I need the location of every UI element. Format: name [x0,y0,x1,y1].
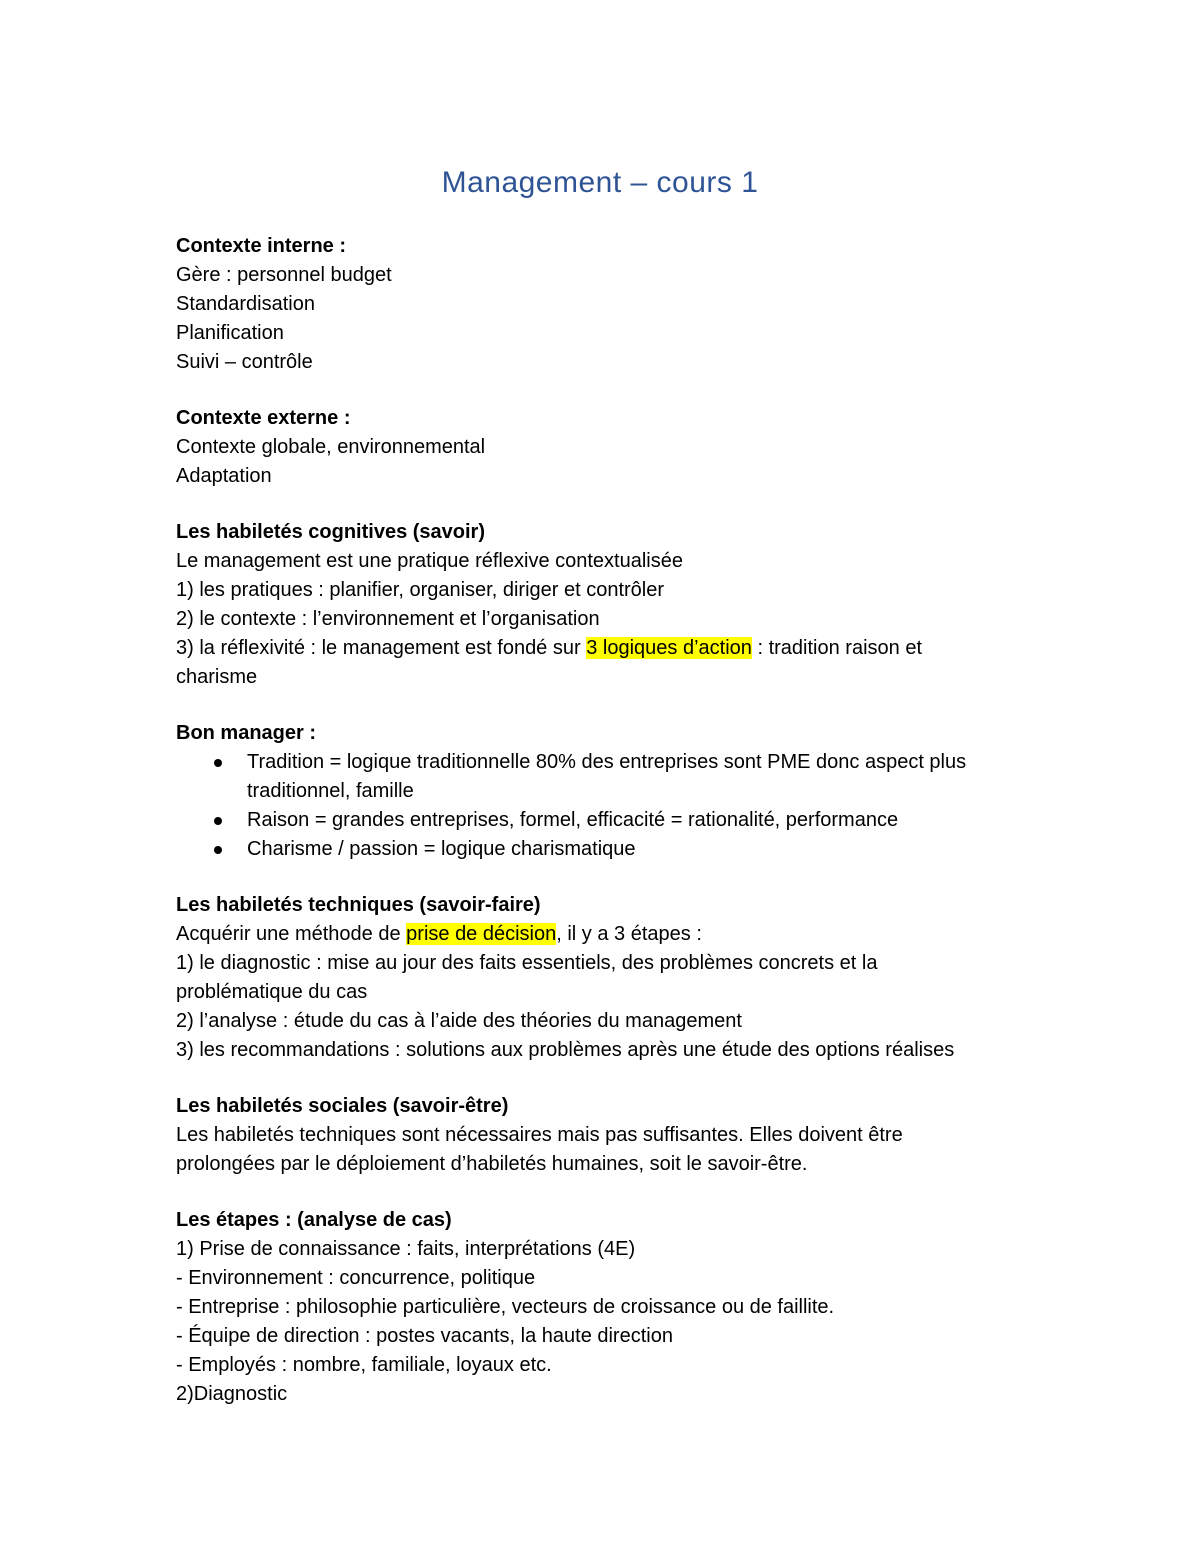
text-line: - Entreprise : philosophie particulière, vecteurs de croissance ou de faillite. [176,1296,835,1318]
text-line: 3) les recommandations : solutions aux problèmes après une étude des options réalises [176,1039,955,1061]
highlighted-text: prise de décision [406,923,557,945]
text-fragment: , il y a 3 étapes : [556,923,702,945]
section-habiletes-techniques [176,891,1036,1065]
text-line: Planification [176,322,284,344]
highlighted-text: 3 logiques d’action [586,637,752,659]
section-habiletes-cognitives [176,518,1036,692]
text-line: problématique du cas [176,981,368,1003]
document-title: Management – cours 1 [441,166,759,199]
bullet-text: Tradition = logique traditionnelle 80% des entreprises sont PME donc aspect plus [247,751,967,773]
text-line: 1) les pratiques : planifier, organiser, diriger et contrôler [176,579,665,601]
bullet-item [176,806,1036,835]
text-line: prolongées par le déploiement d’habiletés humaines, soit le savoir-être. [176,1153,808,1175]
text-line: 1) le diagnostic : mise au jour des faits essentiels, des problèmes concrets et la [176,952,878,974]
document-body [176,163,1036,1409]
section-habiletes-sociales [176,1092,1036,1179]
text-line: 2) l’analyse : étude du cas à l’aide des théories du management [176,1010,742,1032]
text-line: charisme [176,666,258,688]
text-fragment: 3) la réflexivité : le management est fondé sur [176,637,587,659]
text-line: 1) Prise de connaissance : faits, interprétations (4E) [176,1238,636,1260]
section-contexte-externe [176,404,1036,491]
section-heading: Bon manager : [176,722,317,744]
text-line [176,634,1036,663]
text-line: Contexte globale, environnemental [176,436,486,458]
text-line: 2)Diagnostic [176,1383,288,1405]
bullet-item [176,835,1036,864]
text-line: Adaptation [176,465,272,487]
bullet-item [176,748,1036,806]
section-heading: Les étapes : (analyse de cas) [176,1209,452,1231]
section-bon-manager [176,719,1036,864]
section-heading: Les habiletés sociales (savoir-être) [176,1095,509,1117]
section-contexte-interne [176,232,1036,377]
text-line: Le management est une pratique réflexive contextualisée [176,550,683,572]
bullet-list [176,748,1036,864]
text-line: Gère : personnel budget [176,264,392,286]
bullet-icon [214,846,222,854]
text-line: Suivi – contrôle [176,351,313,373]
text-line: - Employés : nombre, familiale, loyaux etc. [176,1354,552,1376]
section-etapes [176,1206,1036,1409]
bullet-text: Raison = grandes entreprises, formel, efficacité = rationalité, performance [247,809,899,831]
section-heading: Contexte externe : [176,407,351,429]
text-line: - Équipe de direction : postes vacants, la haute direction [176,1325,673,1347]
bullet-text: traditionnel, famille [247,780,414,802]
text-line: 2) le contexte : l’environnement et l’organisation [176,608,600,630]
bullet-text: Charisme / passion = logique charismatique [247,838,636,860]
text-line: Les habiletés techniques sont nécessaires mais pas suffisantes. Elles doivent être [176,1124,903,1146]
bullet-icon [214,817,222,825]
text-line: - Environnement : concurrence, politique [176,1267,536,1289]
text-line: Standardisation [176,293,315,315]
text-fragment: : tradition raison et [751,637,922,659]
text-fragment: Acquérir une méthode de [176,923,407,945]
section-heading: Les habiletés cognitives (savoir) [176,521,485,543]
bullet-icon [214,759,222,767]
text-line [176,920,1036,949]
section-heading: Les habiletés techniques (savoir-faire) [176,894,541,916]
section-heading: Contexte interne : [176,235,347,257]
